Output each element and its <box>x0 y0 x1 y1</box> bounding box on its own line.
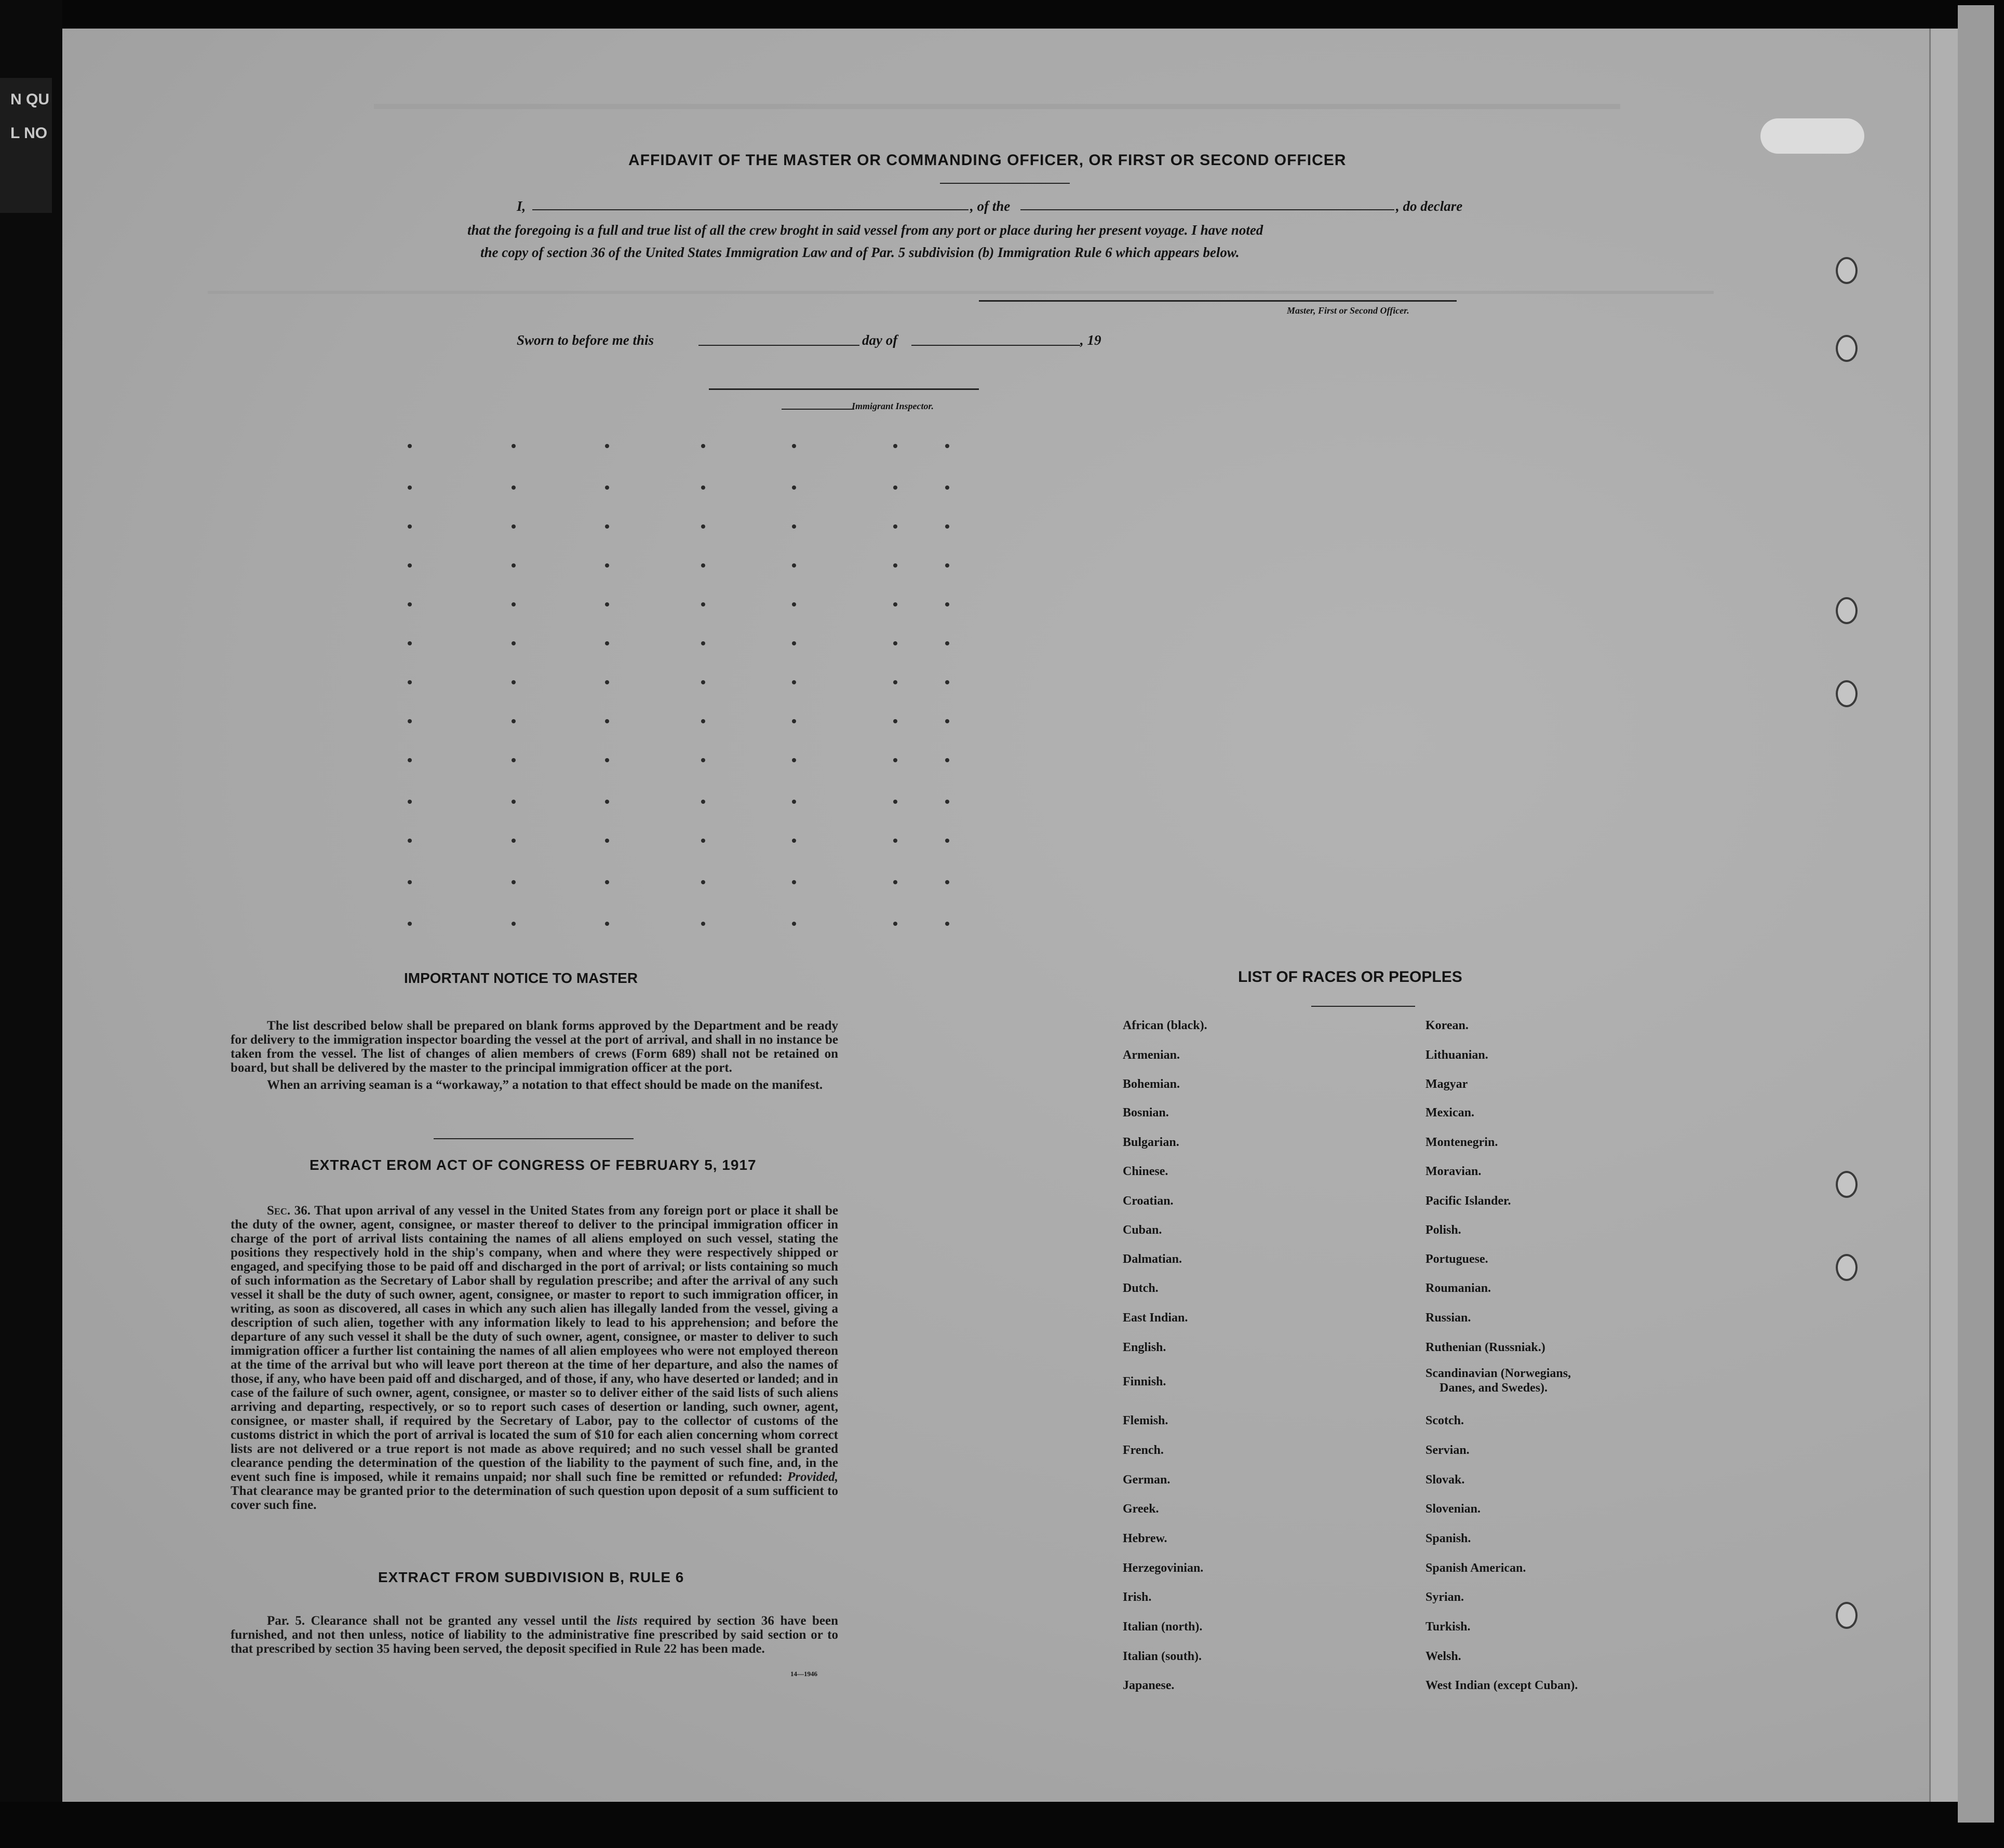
bleed-through-dot <box>893 602 897 606</box>
bleed-through-dot <box>893 563 897 568</box>
bleed-through-dot <box>408 758 412 762</box>
notice-body <box>231 1019 838 1095</box>
bleed-through-dot <box>408 680 412 684</box>
bleed-through-dot <box>945 922 949 926</box>
bleed-through-dot <box>512 641 516 645</box>
bleed-through-dot <box>945 719 949 723</box>
bleed-through-dot <box>792 444 796 448</box>
bleed-through-dot <box>945 641 949 645</box>
race-item: Cuban. <box>1123 1223 1162 1237</box>
race-item: Korean. <box>1425 1019 1469 1032</box>
race-item: Syrian. <box>1425 1590 1464 1604</box>
bleed-through-dot <box>512 602 516 606</box>
bleed-through-dot <box>792 719 796 723</box>
bleed-through-dot <box>792 602 796 606</box>
race-item: Chinese. <box>1123 1165 1168 1178</box>
section-36-proviso: That clearance may be granted prior to the determination of such question upon deposit of a sum sufficient to cover such fine. <box>231 1484 838 1512</box>
bleed-through-dot <box>893 680 897 684</box>
punch-hole <box>1836 680 1858 707</box>
bleed-through-dot <box>408 485 412 490</box>
punch-hole <box>1836 257 1858 284</box>
race-item: Danes, and Swedes). <box>1440 1381 1548 1395</box>
race-item: Slovenian. <box>1425 1502 1481 1516</box>
bleed-through-dot <box>605 880 609 884</box>
race-item: Lithuanian. <box>1425 1048 1488 1062</box>
race-item: Herzegovinian. <box>1123 1561 1204 1575</box>
margin-label-line2: L NO <box>10 125 48 142</box>
bleed-through-dot <box>792 641 796 645</box>
bleed-through-dot <box>605 839 609 843</box>
inspector-lead-line <box>782 409 854 410</box>
sworn-day-of: day of <box>862 332 898 348</box>
notice-heading: IMPORTANT NOTICE TO MASTER <box>404 970 638 986</box>
bleed-through-dot <box>605 719 609 723</box>
bleed-through-dot <box>945 880 949 884</box>
bleed-through-dot <box>945 680 949 684</box>
race-item: East Indian. <box>1123 1311 1188 1325</box>
scan-border-bottom <box>0 1802 2004 1848</box>
affidavit-statement-line1: that the foregoing is a full and true list of all the crew broght in said vessel from any port or place during her present voyage. I have noted <box>467 222 1263 238</box>
bleed-through-dot <box>512 839 516 843</box>
section-divider <box>434 1138 634 1139</box>
race-item: Scandinavian (Norwegians, <box>1425 1367 1571 1380</box>
bleed-through-dot <box>701 800 705 804</box>
bleed-through-dot <box>605 602 609 606</box>
race-item: English. <box>1123 1341 1166 1354</box>
bleed-through-dot <box>792 524 796 529</box>
bleed-through-dot <box>893 758 897 762</box>
race-item: Dutch. <box>1123 1282 1159 1295</box>
race-item: Polish. <box>1425 1223 1461 1237</box>
bleed-through-dot <box>701 680 705 684</box>
race-item: Scotch. <box>1425 1414 1464 1427</box>
bleed-through-dot <box>893 444 897 448</box>
bleed-through-dot <box>512 680 516 684</box>
bleed-through-dot <box>701 563 705 568</box>
day-fill-line <box>698 345 859 346</box>
name-fill-line <box>532 209 969 210</box>
punch-hole <box>1836 597 1858 624</box>
bleed-through-dot <box>701 922 705 926</box>
bleed-through-dot <box>701 485 705 490</box>
bleed-through-dot <box>945 758 949 762</box>
races-heading: LIST OF RACES OR PEOPLES <box>1238 968 1462 986</box>
section-number: Sec. 36. <box>267 1204 311 1218</box>
rule-extract-heading: EXTRACT FROM SUBDIVISION B, RULE 6 <box>378 1569 684 1585</box>
race-item: Magyar <box>1425 1077 1468 1091</box>
bleed-through-dot <box>701 880 705 884</box>
month-fill-line <box>911 345 1080 346</box>
race-item: Hebrew. <box>1123 1532 1167 1545</box>
notice-paragraph-2: When an arriving seaman is a “workaway,” a notation to that effect should be made on the manifest. <box>267 1078 823 1092</box>
bleed-through-dot <box>701 444 705 448</box>
act-extract-heading: EXTRACT EROM ACT OF CONGRESS OF FEBRUARY 5, 1917 <box>310 1157 757 1173</box>
bleed-through-dot <box>893 839 897 843</box>
race-item: Slovak. <box>1425 1473 1465 1487</box>
rule-extract-body <box>231 1614 838 1659</box>
race-item: Portuguese. <box>1425 1252 1488 1266</box>
race-item: Pacific Islander. <box>1425 1194 1511 1208</box>
bleed-through-dot <box>512 800 516 804</box>
section-36-text: That upon arrival of any vessel in the United States from any foreign port or place it shall be the duty of the owner, agent, consignee, or master thereof to deliver to the principal immigration officer in charge of the port of arrival lists containing the names of all aliens employed on such vessel, stating the positions they respectively hold in the ship's company, when and where they were respectively shipped or engaged, and specifying those to be paid off and discharged in the port of arrival; or lists containing so much of such information as the Secretary of Labor shall by regulation prescribe; and after the arrival of any such vessel it shall be the duty of such owner, agent, consignee, or master to report to such immigration officer, in writing, as soon as discovered, all cases in which any such alien has illegally landed from the vessel, giving a description of such alien, together with any information likely to lead to his apprehension; and before the departure of any such vessel it shall be the duty of such owner, agent, consignee, or master to deliver to such immigration officer a further list containing the names of all alien employees who were not employed thereon at the time of the arrival but who will leave port thereon at the time of her departure, and also the names of those, if any, who have been paid off and discharged, and of those, if any, who have deserted or landed; and in case of the failure of such owner, agent, consignee, or master so to deliver either of the said lists of such aliens arriving and departing, respectively, or so to report such cases of desertion or landing, such owner, agent, consignee, or master shall, if required by the Secretary of Labor, pay to the collector of customs of the customs district in which the port of arrival is located the sum of $10 for each alien concerning whom correct lists are not delivered or a true report is not made as above required; and no such vessel shall be granted clearance pending the determination of the question of the liability to the payment of such fine, and, in the event such fine is imposed, while it remains unpaid; nor shall such fine be remitted or refunded: <box>231 1204 838 1484</box>
bleed-through-dot <box>605 922 609 926</box>
affidavit-statement-line2: the copy of section 36 of the United States Immigration Law and of Par. 5 subdivision (b) Immigration Rule 6 which appears below. <box>480 245 1240 260</box>
punch-hole <box>1836 1254 1858 1281</box>
scan-border-right <box>1958 5 1994 1823</box>
bleed-through-dot <box>408 524 412 529</box>
sworn-prefix: Sworn to before me this <box>517 332 654 348</box>
signature-line <box>979 300 1457 302</box>
inspector-caption: Immigrant Inspector. <box>852 401 934 411</box>
bleed-through-line <box>374 104 1620 109</box>
bleed-through-dot <box>408 922 412 926</box>
bleed-through-dot <box>701 641 705 645</box>
race-item: Spanish. <box>1425 1532 1471 1545</box>
affidavit-i: I, <box>517 198 526 214</box>
bleed-through-dot <box>512 719 516 723</box>
race-item: French. <box>1123 1444 1164 1457</box>
bleed-through-dot <box>792 680 796 684</box>
punch-hole <box>1836 1602 1858 1629</box>
margin-label-line1: N QU <box>10 91 49 108</box>
bleed-through-line <box>208 291 1714 294</box>
bleed-through-dot <box>512 444 516 448</box>
bleed-through-dot <box>512 485 516 490</box>
bleed-through-dot <box>945 485 949 490</box>
bleed-through-dot <box>792 880 796 884</box>
bleed-through-dot <box>701 719 705 723</box>
bleed-through-dot <box>893 880 897 884</box>
bleed-through-dot <box>792 485 796 490</box>
punch-hole <box>1836 335 1858 362</box>
race-item: Montenegrin. <box>1425 1136 1498 1149</box>
race-item: Mexican. <box>1425 1106 1474 1119</box>
bleed-through-dot <box>893 641 897 645</box>
affidavit-of-the: , of the <box>970 198 1011 214</box>
inspector-signature-line <box>709 388 979 390</box>
bleed-through-dot <box>792 922 796 926</box>
provided-word: Provided, <box>787 1470 839 1484</box>
affidavit-declare: , do declare <box>1396 198 1463 214</box>
race-item: West Indian (except Cuban). <box>1425 1679 1578 1692</box>
bleed-through-dot <box>945 602 949 606</box>
race-item: Welsh. <box>1425 1650 1461 1663</box>
document-sheet <box>62 29 1958 1802</box>
race-item: Roumanian. <box>1425 1282 1491 1295</box>
bleed-through-dot <box>512 758 516 762</box>
bleed-through-dot <box>605 524 609 529</box>
bleed-through-dot <box>605 800 609 804</box>
bleed-through-dot <box>792 839 796 843</box>
race-item: Servian. <box>1425 1444 1470 1457</box>
bleed-through-dot <box>605 641 609 645</box>
bleed-through-dot <box>605 563 609 568</box>
bleed-through-dot <box>893 800 897 804</box>
bleed-through-dot <box>408 880 412 884</box>
bleed-through-dot <box>408 602 412 606</box>
bleed-through-dot <box>512 563 516 568</box>
race-item: German. <box>1123 1473 1171 1487</box>
sworn-year: , 19 <box>1080 332 1101 348</box>
bleed-through-dot <box>792 563 796 568</box>
tape-mark <box>1760 118 1864 154</box>
bleed-through-dot <box>701 602 705 606</box>
bleed-through-dot <box>408 719 412 723</box>
signature-caption: Master, First or Second Officer. <box>1287 305 1409 316</box>
bleed-through-dot <box>701 839 705 843</box>
bleed-through-dot <box>408 641 412 645</box>
bleed-through-dot <box>605 444 609 448</box>
race-item: Armenian. <box>1123 1048 1180 1062</box>
bleed-through-dot <box>945 524 949 529</box>
race-item: Italian (north). <box>1123 1620 1203 1634</box>
bleed-through-dot <box>893 922 897 926</box>
bleed-through-dot <box>945 839 949 843</box>
bleed-through-dot <box>893 524 897 529</box>
lists-word: lists <box>616 1614 638 1628</box>
bleed-through-dot <box>408 563 412 568</box>
bleed-through-dot <box>792 758 796 762</box>
race-item: Finnish. <box>1123 1375 1166 1388</box>
race-item: Flemish. <box>1123 1414 1168 1427</box>
race-item: Italian (south). <box>1123 1650 1202 1663</box>
bleed-through-dot <box>945 444 949 448</box>
bleed-through-dot <box>408 444 412 448</box>
act-extract-body <box>231 1204 838 1515</box>
bleed-through-dot <box>893 719 897 723</box>
bleed-through-dot <box>945 800 949 804</box>
bleed-through-dot <box>605 680 609 684</box>
race-item: Greek. <box>1123 1502 1159 1516</box>
race-item: Bulgarian. <box>1123 1136 1179 1149</box>
race-item: Ruthenian (Russniak.) <box>1425 1341 1545 1354</box>
race-item: Croatian. <box>1123 1194 1174 1208</box>
bleed-through-dot <box>605 758 609 762</box>
form-number: 14—1946 <box>790 1670 817 1678</box>
race-item: Irish. <box>1123 1590 1152 1604</box>
race-item: Bohemian. <box>1123 1077 1180 1091</box>
race-item: Japanese. <box>1123 1679 1175 1692</box>
bleed-through-dot <box>408 800 412 804</box>
bleed-through-dot <box>701 758 705 762</box>
race-item: Moravian. <box>1425 1165 1482 1178</box>
vessel-fill-line <box>1020 209 1394 210</box>
bleed-through-dot <box>792 800 796 804</box>
race-item: African (black). <box>1123 1019 1207 1032</box>
bleed-through-dot <box>408 839 412 843</box>
race-item: Russian. <box>1425 1311 1471 1325</box>
bleed-through-dot <box>701 524 705 529</box>
race-item: Bosnian. <box>1123 1106 1169 1119</box>
bleed-through-dot <box>512 524 516 529</box>
sheet-edge-strip <box>1929 29 1959 1802</box>
title-underline <box>940 183 1070 184</box>
bleed-through-dot <box>512 880 516 884</box>
scan-border-left <box>0 0 62 1848</box>
race-item: Turkish. <box>1425 1620 1471 1634</box>
race-item: Spanish American. <box>1425 1561 1526 1575</box>
punch-hole <box>1836 1171 1858 1198</box>
bleed-through-dot <box>893 485 897 490</box>
race-item: Dalmatian. <box>1123 1252 1182 1266</box>
par-5-text-b: required by section 36 have been furnished, and not then unless, notice of liability to the administrative fine prescribed by said section or to that prescribed by section 35 having been served, the deposit specified in Rule 22 has been made. <box>231 1614 839 1656</box>
bleed-through-dot <box>605 485 609 490</box>
affidavit-title: AFFIDAVIT OF THE MASTER OR COMMANDING OFFICER, OR FIRST OR SECOND OFFICER <box>628 152 1347 169</box>
par-5-text-a: Par. 5. Clearance shall not be granted any vessel until the <box>267 1614 611 1628</box>
notice-paragraph-1: The list described below shall be prepared on blank forms approved by the Department and be ready for delivery to the immigration inspector boarding the vessel at the port of arrival, and shall in no instance be taken from the vessel. The list of changes of alien members of crews (Form 689) shall not be retained on board, but shall be delivered by the master to the principal immigration officer at the port. <box>231 1019 838 1075</box>
races-heading-underline <box>1311 1006 1415 1007</box>
bleed-through-dot <box>945 563 949 568</box>
bleed-through-dot <box>512 922 516 926</box>
